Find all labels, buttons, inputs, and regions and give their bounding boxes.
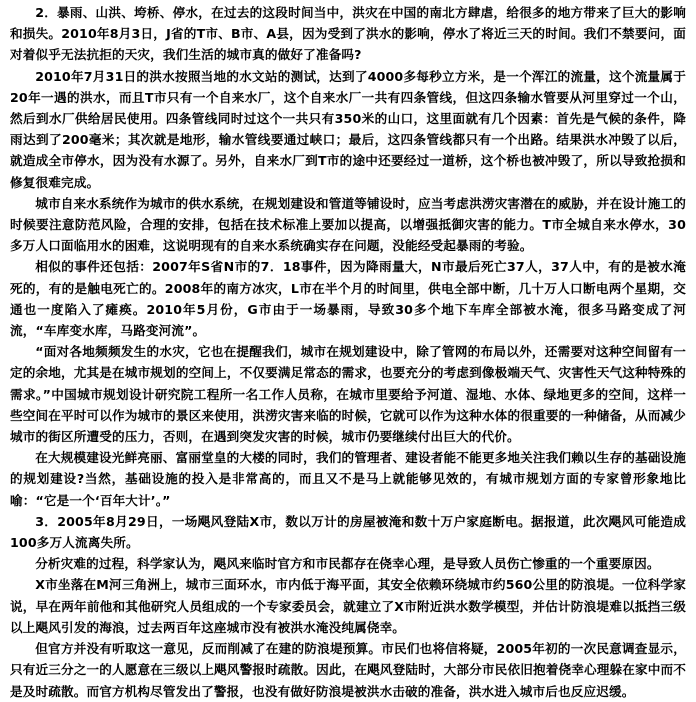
- paragraph-3: 城市自来水系统作为城市的供水系统，在规划建设和管道等铺设时，应当考虑洪涝灾害潜在的威胁，并在设计施工的时候要注意防范风险，合理的安排，包括在技术标准上要加以提高，以增强抵御灾害的能力。T市全城自来水停水，30多万人口面临用水的困难，这说明现有的自来水系统确实存在问题，没能经受起暴雨的考验。: [10, 195, 686, 254]
- paragraph-8: 分析灾难的过程，科学家认为，飓风来临时官方和市民都存在侥幸心理，是导致人员伤亡惨重的一个重要原因。: [35, 556, 660, 572]
- paragraph-4: 相似的事件还包括：2007年S省N市的7．18事件，因为降雨量大，N市最后死亡37人，37人中，有的是被水淹死的，有的是触电死亡的。2008年的南方冰灾，L市在半个月的时间里，供电全部中断，几十万人口断电两个星期，交通也一度陷入了瘫痪。2010年5月份，G市由于一场暴雨，导致30多个地下车库全部被水淹，很多马路变成了河流，“车库变水库，马路变河流”。: [10, 259, 686, 339]
- paragraph-7: 3．2005年8月29日，一场飓风登陆X市，数以万计的房屋被淹和数十万户家庭断电。据报道，此次飓风可能造成100多万人流离失所。: [10, 513, 686, 551]
- paragraph-10: 但官方并没有听取这一意见，反而削减了在建的防浪堤预算。市民们也将信将疑，2005年初的一次民意调查显示，只有近三分之一的人愿意在三级以上飓风警报时疏散。因此，在飓风登陆时，大部分市民依旧抱着侥幸心理躲在家中而不是及时疏散。而官方机构尽管发出了警报，也没有做好防浪堤被洪水击破的准备，洪水进入城市后也反应迟缓。: [10, 641, 686, 699]
- paragraph-2: 2010年7月31日的洪水按照当地的水文站的测试，达到了4000多每秒立方米，是一个浑江的流量，这个流量属于20年一遇的洪水，而且T市只有一个自来水厂，这个自来水厂一共有四条管线，但这四条输水管要从河里穿过一个山，然后到水厂供给居民使用。四条管线同时过这个一共只有350米的山口，这里面就有几个因素：首先是气候的条件，降雨达到了200毫米；其次就是地形，输水管线要通过峡口；最后，这四条管线都只有一个出路。结果洪水冲毁了以后，就造成全市停水，因为没有水源了。另外，自来水厂到T市的途中还要经过一道桥，这个桥也被冲毁了，所以导致抢损和修复很难完成。: [10, 68, 686, 190]
- paragraph-5: “面对各地频频发生的水灾，它也在提醒我们，城市在规划建设中，除了管网的布局以外，还需要对这种空间留有一定的余地，尤其是在城市规划的空间上，不仅要满足常态的需求，也要充分的考虑到像极端天气、灾害性天气这种特殊的需求。”中国城市规划设计研究院工程所一名工作人员称，在城市里要给予河道、湿地、水体、绿地更多的空间，这样一些空间在平时可以作为城市的景区来使用，洪涝灾害来临的时候，它就可以作为这种水体的很重要的一种储备，从而减少城市的街区所遭受的压力，否则，在遇到突发灾害的时候，城市仍要继续付出巨大的代价。: [10, 344, 686, 445]
- paragraph-6: 在大规模建设光鲜亮丽、富丽堂皇的大楼的同时，我们的管理者、建设者能不能更多地关注我们赖以生存的基础设施的规划建设?当然，基础设施的投入是非常高的，而且又不是马上就能够见效的，有城市规划方面的专家曾形象地比喻：“它是一个‘百年大计’。”: [10, 450, 686, 508]
- paragraph-9: X市坐落在M河三角洲上，城市三面环水，市内低于海平面，其安全依赖环绕城市约560公里的防浪堤。一位科学家说，早在两年前他和其他研究人员组成的一个专家委员会，就建立了X市附近洪水数学模型，并估计防浪堤难以抵挡三级以上飓风引发的海浪，过去两百年这座城市没有被洪水淹没纯属侥幸。: [10, 577, 686, 635]
- paragraph-1: 2．暴雨、山洪、垮桥、停水，在过去的这段时间当中，洪灾在中国的南北方肆虐，给很多的地方带来了巨大的影响和损失。2010年8月3日，J省的T市、B市、A县，因为受到了洪水的影响，停水了将近三天的时间。我们不禁要问，面对着似乎无法抗拒的天灾，我们生活的城市真的做好了准备吗?: [10, 5, 686, 63]
